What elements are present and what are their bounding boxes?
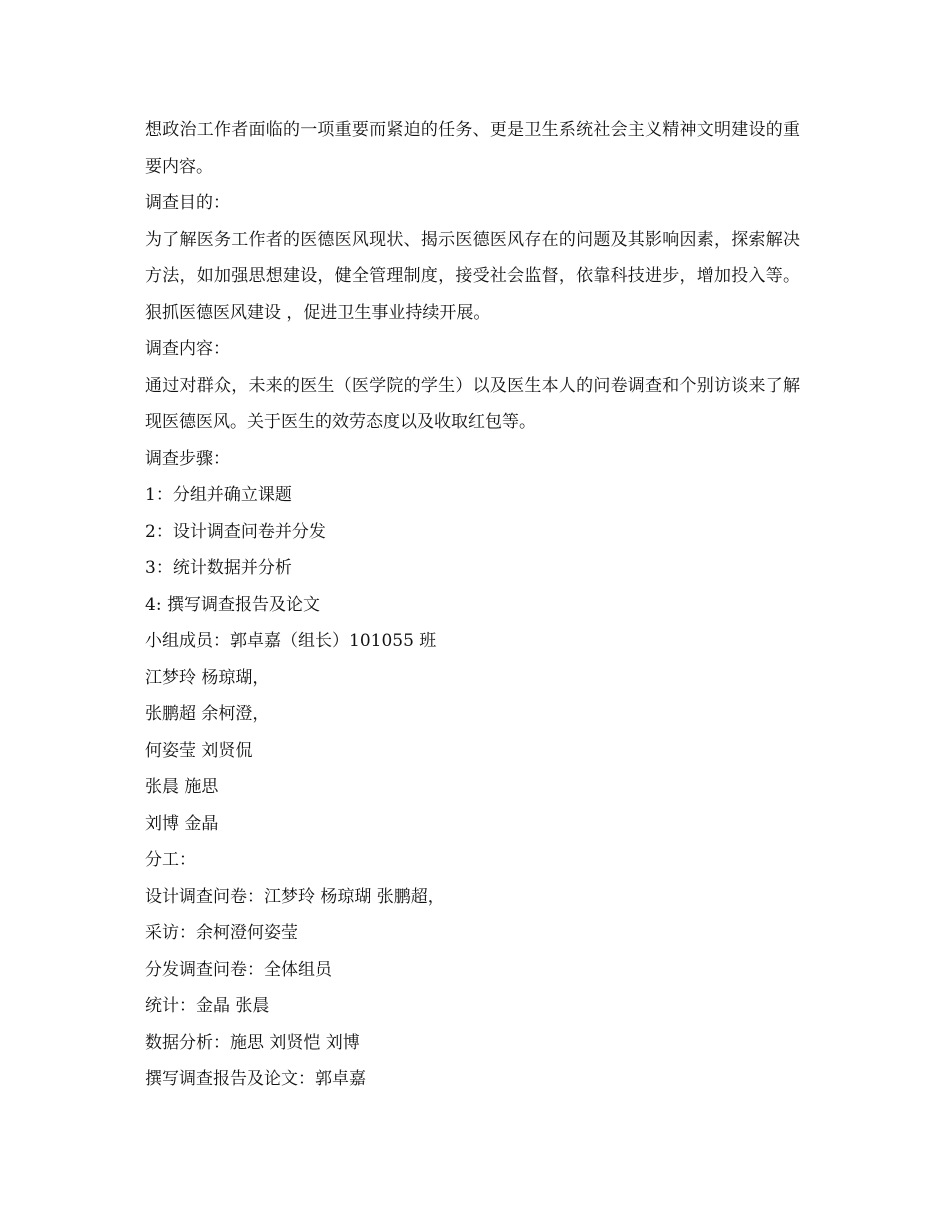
team-member-line: 张晨 施思 <box>145 777 219 797</box>
paragraph-intro-continued: 想政治工作者面临的一项重要而紧迫的任务、更是卫生系统社会主义精神文明建设的重要内容。 <box>145 120 800 177</box>
step-item-4: 4: 撰写调查报告及论文 <box>145 594 320 615</box>
heading-survey-steps: 调查步骤： <box>145 448 230 469</box>
step-item-2: 2：设计调查问卷并分发 <box>145 521 326 542</box>
task-write-report: 撰写调查报告及论文：郭卓嘉 <box>145 1069 366 1089</box>
task-statistics: 统计：金晶 张晨 <box>145 996 270 1016</box>
team-member-line: 何姿莹 刘贤侃 <box>145 740 253 761</box>
team-members-heading: 小组成员：郭卓嘉（组长）101055 班 <box>145 631 437 651</box>
team-member-line: 刘博 金晶 <box>145 813 219 834</box>
step-item-3: 3：统计数据并分析 <box>145 558 292 578</box>
heading-survey-purpose: 调查目的： <box>145 193 230 213</box>
team-member-line: 张鹏超 余柯澄， <box>145 704 270 724</box>
task-distribute-questionnaire: 分发调查问卷：全体组员 <box>145 959 332 980</box>
paragraph-survey-content: 通过对群众，未来的医生（医学院的学生）以及医生本人的问卷调查和个别访谈来了解现医德医风。关于医生的效劳态度以及收取红包等。 <box>145 375 800 432</box>
heading-division-of-labor: 分工： <box>145 850 196 870</box>
task-data-analysis: 数据分析：施思 刘贤恺 刘博 <box>145 1032 360 1053</box>
task-interview: 采访：余柯澄何姿莹 <box>145 923 298 943</box>
team-member-line: 江梦玲 杨琼瑚， <box>145 667 270 688</box>
step-item-1: 1：分组并确立课题 <box>145 485 292 505</box>
document-body <box>145 112 800 1098</box>
paragraph-survey-purpose: 为了解医务工作者的医德医风现状、揭示医德医风存在的问题及其影响因素，探索解决方法，如加强思想建设，健全管理制度，接受社会监督，依靠科技进步，增加投入等。 狠抓医德医风建设 ，促进卫生事业持续开展。 <box>145 229 800 323</box>
task-design-questionnaire: 设计调查问卷：江梦玲 杨琼瑚 张鹏超， <box>145 886 445 907</box>
heading-survey-content: 调查内容： <box>145 339 230 359</box>
